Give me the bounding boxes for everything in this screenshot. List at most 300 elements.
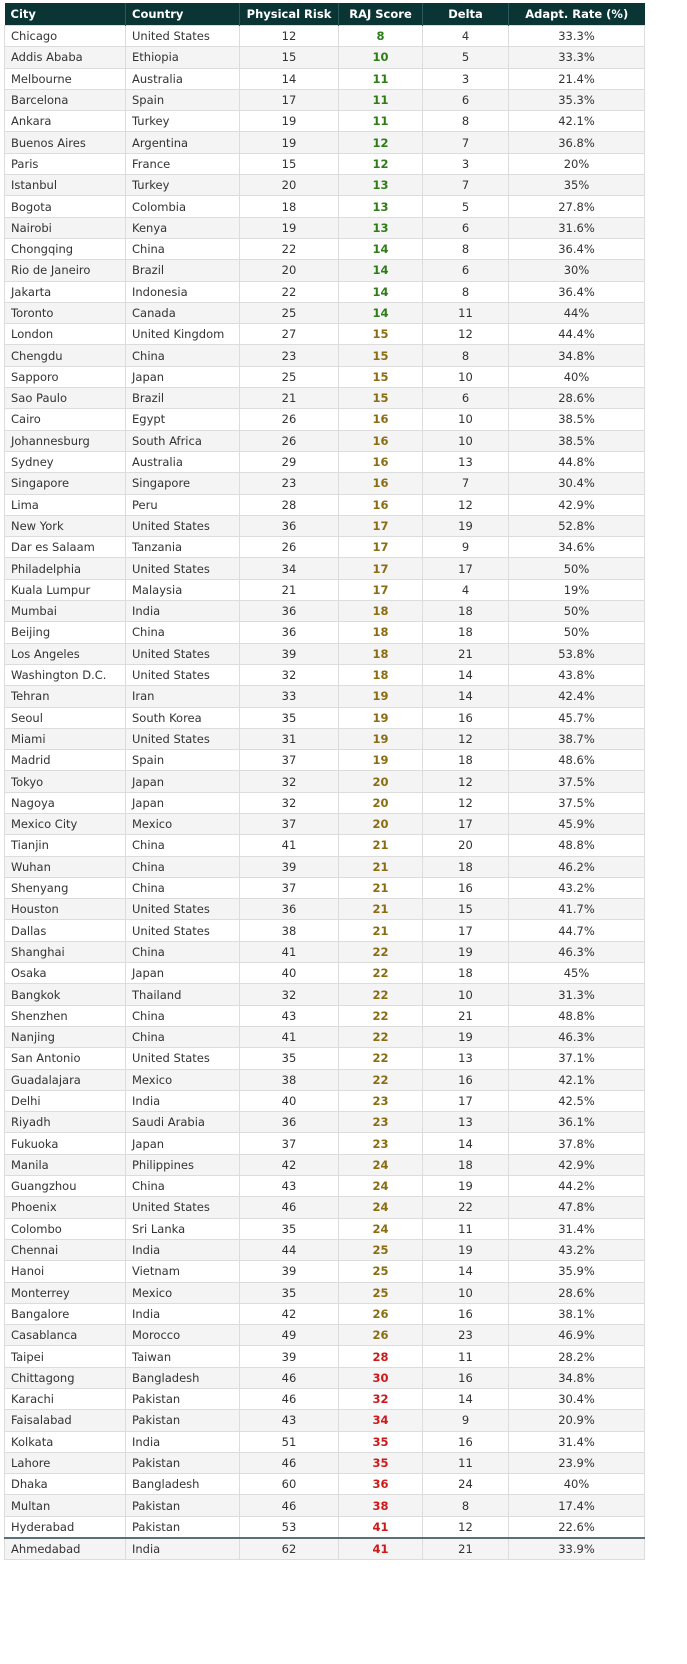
cell-city: Wuhan [5,856,126,877]
cell-delta: 14 [423,1389,509,1410]
cell-country: Taiwan [126,1346,240,1367]
cell-adapt-rate: 30% [509,260,645,281]
table-body [5,26,645,1560]
cell-delta: 6 [423,260,509,281]
cell-delta: 3 [423,68,509,89]
cell-physical-risk: 46 [240,1389,339,1410]
cell-country: Kenya [126,217,240,238]
cell-adapt-rate: 35% [509,175,645,196]
cell-country: Turkey [126,175,240,196]
cell-raj-score: 13 [339,217,423,238]
table-row [5,260,645,281]
cell-country: United States [126,920,240,941]
table-row [5,1026,645,1047]
cell-physical-risk: 21 [240,388,339,409]
cell-country: Pakistan [126,1389,240,1410]
cell-delta: 18 [423,750,509,771]
cell-delta: 16 [423,1431,509,1452]
cell-physical-risk: 32 [240,771,339,792]
table-row [5,835,645,856]
cell-physical-risk: 23 [240,473,339,494]
cell-physical-risk: 20 [240,260,339,281]
cell-physical-risk: 36 [240,622,339,643]
cell-delta: 13 [423,1048,509,1069]
cell-country: India [126,1538,240,1560]
column-header-physical-risk[interactable]: Physical Risk [240,3,339,26]
cell-adapt-rate: 33.9% [509,1538,645,1560]
cell-country: United States [126,26,240,47]
cell-delta: 8 [423,281,509,302]
cell-city: Bangalore [5,1303,126,1324]
cell-adapt-rate: 31.4% [509,1431,645,1452]
cell-raj-score: 41 [339,1516,423,1538]
cell-city: Chennai [5,1239,126,1260]
table-row [5,813,645,834]
cell-physical-risk: 26 [240,537,339,558]
cell-delta: 11 [423,1452,509,1473]
cell-city: Melbourne [5,68,126,89]
table-row [5,451,645,472]
cell-country: Pakistan [126,1452,240,1473]
cell-physical-risk: 15 [240,153,339,174]
cell-raj-score: 20 [339,813,423,834]
cell-physical-risk: 17 [240,89,339,110]
cell-raj-score: 16 [339,473,423,494]
cell-delta: 18 [423,1154,509,1175]
cell-country: Iran [126,686,240,707]
table-row [5,1389,645,1410]
table-row [5,1367,645,1388]
cell-delta: 6 [423,388,509,409]
cell-delta: 3 [423,153,509,174]
cell-country: United States [126,558,240,579]
cell-city: Dar es Salaam [5,537,126,558]
cell-country: Malaysia [126,579,240,600]
cell-adapt-rate: 41.7% [509,899,645,920]
cell-adapt-rate: 44.7% [509,920,645,941]
cell-delta: 19 [423,1239,509,1260]
cell-delta: 20 [423,835,509,856]
table-row [5,1197,645,1218]
cell-country: China [126,345,240,366]
cell-physical-risk: 41 [240,835,339,856]
cell-physical-risk: 60 [240,1474,339,1495]
cell-delta: 19 [423,1026,509,1047]
cell-raj-score: 14 [339,281,423,302]
cell-country: Colombia [126,196,240,217]
cell-country: Indonesia [126,281,240,302]
cell-adapt-rate: 37.8% [509,1133,645,1154]
cell-delta: 18 [423,856,509,877]
cell-country: Sri Lanka [126,1218,240,1239]
cell-physical-risk: 19 [240,111,339,132]
cell-city: Shenyang [5,877,126,898]
cell-raj-score: 16 [339,451,423,472]
cell-physical-risk: 26 [240,430,339,451]
cell-adapt-rate: 37.5% [509,771,645,792]
cell-delta: 8 [423,238,509,259]
cell-country: India [126,1303,240,1324]
cell-country: China [126,1176,240,1197]
cell-country: China [126,835,240,856]
cell-delta: 17 [423,813,509,834]
cell-city: Philadelphia [5,558,126,579]
cell-raj-score: 21 [339,877,423,898]
cell-adapt-rate: 37.5% [509,792,645,813]
cell-delta: 10 [423,984,509,1005]
table-row [5,537,645,558]
cell-raj-score: 21 [339,835,423,856]
cell-physical-risk: 15 [240,47,339,68]
cell-adapt-rate: 17.4% [509,1495,645,1516]
cell-delta: 7 [423,473,509,494]
cell-delta: 9 [423,1410,509,1431]
cell-physical-risk: 62 [240,1538,339,1560]
cell-city: Mexico City [5,813,126,834]
cell-adapt-rate: 28.6% [509,388,645,409]
cell-country: Japan [126,792,240,813]
cell-adapt-rate: 36.4% [509,238,645,259]
cell-city: Colombo [5,1218,126,1239]
cell-delta: 12 [423,494,509,515]
cell-raj-score: 24 [339,1154,423,1175]
cell-delta: 6 [423,217,509,238]
cell-raj-score: 25 [339,1239,423,1260]
table-row [5,792,645,813]
cell-physical-risk: 49 [240,1325,339,1346]
cell-country: India [126,1239,240,1260]
cell-delta: 13 [423,1112,509,1133]
cell-delta: 10 [423,1282,509,1303]
cell-country: Pakistan [126,1410,240,1431]
cell-country: Japan [126,963,240,984]
table-row [5,1303,645,1324]
cell-adapt-rate: 45% [509,963,645,984]
cell-physical-risk: 34 [240,558,339,579]
table-row [5,920,645,941]
table-row [5,856,645,877]
cell-physical-risk: 36 [240,515,339,536]
cell-city: Nanjing [5,1026,126,1047]
table-row [5,622,645,643]
table-row [5,686,645,707]
cell-adapt-rate: 52.8% [509,515,645,536]
cell-raj-score: 26 [339,1303,423,1324]
cell-city: Addis Ababa [5,47,126,68]
cell-delta: 12 [423,792,509,813]
cell-country: China [126,238,240,259]
cell-city: Dhaka [5,1474,126,1495]
cell-raj-score: 14 [339,238,423,259]
cell-physical-risk: 39 [240,1346,339,1367]
cell-raj-score: 16 [339,430,423,451]
cell-physical-risk: 20 [240,175,339,196]
table-row [5,707,645,728]
cell-country: India [126,601,240,622]
cell-adapt-rate: 35.9% [509,1261,645,1282]
cell-adapt-rate: 53.8% [509,643,645,664]
cell-physical-risk: 25 [240,366,339,387]
cell-city: Hanoi [5,1261,126,1282]
table-row [5,1005,645,1026]
city-risk-table-container [4,3,644,1560]
cell-adapt-rate: 46.2% [509,856,645,877]
cell-country: Ethiopia [126,47,240,68]
cell-raj-score: 12 [339,132,423,153]
cell-adapt-rate: 46.3% [509,941,645,962]
cell-physical-risk: 35 [240,707,339,728]
cell-raj-score: 19 [339,750,423,771]
cell-adapt-rate: 34.6% [509,537,645,558]
cell-adapt-rate: 30.4% [509,473,645,494]
cell-country: Turkey [126,111,240,132]
cell-physical-risk: 23 [240,345,339,366]
cell-physical-risk: 37 [240,813,339,834]
cell-physical-risk: 22 [240,238,339,259]
table-row [5,1325,645,1346]
table-row [5,89,645,110]
cell-raj-score: 19 [339,728,423,749]
cell-city: Guadalajara [5,1069,126,1090]
column-header-delta[interactable]: Delta [423,3,509,26]
cell-city: Chongqing [5,238,126,259]
cell-country: United States [126,643,240,664]
table-header [5,3,645,26]
cell-raj-score: 24 [339,1176,423,1197]
cell-raj-score: 16 [339,409,423,430]
cell-physical-risk: 32 [240,984,339,1005]
table-row [5,1410,645,1431]
cell-delta: 12 [423,1516,509,1538]
cell-adapt-rate: 48.8% [509,1005,645,1026]
cell-raj-score: 18 [339,643,423,664]
cell-city: Seoul [5,707,126,728]
cell-delta: 7 [423,132,509,153]
cell-raj-score: 18 [339,622,423,643]
cell-country: United States [126,899,240,920]
cell-physical-risk: 32 [240,792,339,813]
cell-delta: 17 [423,558,509,579]
cell-city: Multan [5,1495,126,1516]
table-row [5,430,645,451]
cell-city: Osaka [5,963,126,984]
cell-physical-risk: 36 [240,899,339,920]
cell-city: Barcelona [5,89,126,110]
cell-adapt-rate: 47.8% [509,1197,645,1218]
cell-adapt-rate: 31.3% [509,984,645,1005]
cell-adapt-rate: 35.3% [509,89,645,110]
table-row [5,899,645,920]
cell-physical-risk: 21 [240,579,339,600]
column-header-country[interactable]: Country [126,3,240,26]
table-row [5,1218,645,1239]
table-row [5,558,645,579]
column-header-adapt-rate[interactable]: Adapt. Rate (%) [509,3,645,26]
table-row [5,1239,645,1260]
cell-city: Karachi [5,1389,126,1410]
cell-physical-risk: 36 [240,601,339,622]
cell-adapt-rate: 42.1% [509,1069,645,1090]
table-row [5,1069,645,1090]
cell-delta: 24 [423,1474,509,1495]
cell-raj-score: 8 [339,26,423,47]
cell-country: China [126,622,240,643]
cell-raj-score: 22 [339,963,423,984]
cell-city: Mumbai [5,601,126,622]
cell-country: Brazil [126,260,240,281]
cell-country: Australia [126,68,240,89]
cell-physical-risk: 12 [240,26,339,47]
cell-raj-score: 18 [339,664,423,685]
cell-adapt-rate: 43.8% [509,664,645,685]
cell-delta: 5 [423,47,509,68]
table-row [5,1495,645,1516]
cell-physical-risk: 35 [240,1048,339,1069]
table-row [5,963,645,984]
cell-city: Lahore [5,1452,126,1473]
table-row [5,941,645,962]
cell-physical-risk: 22 [240,281,339,302]
cell-city: Kolkata [5,1431,126,1452]
cell-adapt-rate: 28.6% [509,1282,645,1303]
table-row [5,728,645,749]
cell-country: France [126,153,240,174]
cell-raj-score: 22 [339,1069,423,1090]
cell-raj-score: 14 [339,302,423,323]
cell-delta: 10 [423,366,509,387]
table-row [5,771,645,792]
cell-physical-risk: 26 [240,409,339,430]
cell-delta: 14 [423,1133,509,1154]
cell-physical-risk: 19 [240,217,339,238]
cell-city: Fukuoka [5,1133,126,1154]
cell-raj-score: 36 [339,1474,423,1495]
cell-adapt-rate: 40% [509,366,645,387]
cell-physical-risk: 46 [240,1197,339,1218]
cell-raj-score: 28 [339,1346,423,1367]
cell-physical-risk: 46 [240,1495,339,1516]
cell-raj-score: 32 [339,1389,423,1410]
cell-raj-score: 18 [339,601,423,622]
cell-raj-score: 11 [339,68,423,89]
table-row [5,47,645,68]
cell-adapt-rate: 36.4% [509,281,645,302]
table-row [5,750,645,771]
cell-physical-risk: 46 [240,1367,339,1388]
cell-physical-risk: 42 [240,1303,339,1324]
cell-adapt-rate: 27.8% [509,196,645,217]
cell-adapt-rate: 30.4% [509,1389,645,1410]
header-row [5,3,645,26]
table-row [5,1474,645,1495]
cell-physical-risk: 42 [240,1154,339,1175]
cell-raj-score: 24 [339,1197,423,1218]
cell-adapt-rate: 44.2% [509,1176,645,1197]
cell-raj-score: 11 [339,111,423,132]
cell-physical-risk: 38 [240,920,339,941]
cell-raj-score: 22 [339,1005,423,1026]
cell-adapt-rate: 28.2% [509,1346,645,1367]
cell-physical-risk: 43 [240,1005,339,1026]
cell-delta: 19 [423,941,509,962]
cell-adapt-rate: 33.3% [509,26,645,47]
cell-raj-score: 35 [339,1452,423,1473]
cell-city: Tokyo [5,771,126,792]
cell-delta: 18 [423,622,509,643]
cell-delta: 14 [423,1261,509,1282]
cell-delta: 23 [423,1325,509,1346]
cell-delta: 19 [423,515,509,536]
cell-country: India [126,1090,240,1111]
cell-city: Istanbul [5,175,126,196]
cell-country: Brazil [126,388,240,409]
cell-adapt-rate: 19% [509,579,645,600]
cell-physical-risk: 46 [240,1452,339,1473]
cell-city: London [5,324,126,345]
cell-adapt-rate: 43.2% [509,877,645,898]
cell-city: Sapporo [5,366,126,387]
table-row [5,153,645,174]
cell-physical-risk: 32 [240,664,339,685]
table-row [5,1538,645,1560]
cell-adapt-rate: 20.9% [509,1410,645,1431]
table-row [5,175,645,196]
cell-delta: 8 [423,111,509,132]
cell-city: Monterrey [5,1282,126,1303]
cell-raj-score: 38 [339,1495,423,1516]
cell-raj-score: 15 [339,388,423,409]
cell-adapt-rate: 42.5% [509,1090,645,1111]
cell-city: Shenzhen [5,1005,126,1026]
column-header-city[interactable]: City [5,3,126,26]
cell-delta: 17 [423,920,509,941]
cell-city: San Antonio [5,1048,126,1069]
table-row [5,111,645,132]
table-row [5,1431,645,1452]
cell-city: Tianjin [5,835,126,856]
cell-delta: 11 [423,1346,509,1367]
table-row [5,601,645,622]
cell-country: South Korea [126,707,240,728]
cell-physical-risk: 37 [240,750,339,771]
cell-raj-score: 21 [339,920,423,941]
table-row [5,1346,645,1367]
cell-city: Lima [5,494,126,515]
cell-country: United States [126,728,240,749]
cell-city: Madrid [5,750,126,771]
cell-raj-score: 25 [339,1282,423,1303]
table-row [5,515,645,536]
column-header-raj-score[interactable]: RAJ Score [339,3,423,26]
cell-raj-score: 17 [339,579,423,600]
cell-city: Chengdu [5,345,126,366]
cell-raj-score: 19 [339,686,423,707]
cell-physical-risk: 37 [240,877,339,898]
cell-adapt-rate: 20% [509,153,645,174]
table-row [5,238,645,259]
cell-raj-score: 21 [339,899,423,920]
cell-adapt-rate: 42.9% [509,494,645,515]
cell-city: Casablanca [5,1325,126,1346]
cell-adapt-rate: 36.1% [509,1112,645,1133]
table-row [5,1133,645,1154]
cell-delta: 14 [423,664,509,685]
cell-city: Washington D.C. [5,664,126,685]
table-row [5,132,645,153]
cell-adapt-rate: 48.8% [509,835,645,856]
cell-city: Manila [5,1154,126,1175]
cell-adapt-rate: 42.9% [509,1154,645,1175]
